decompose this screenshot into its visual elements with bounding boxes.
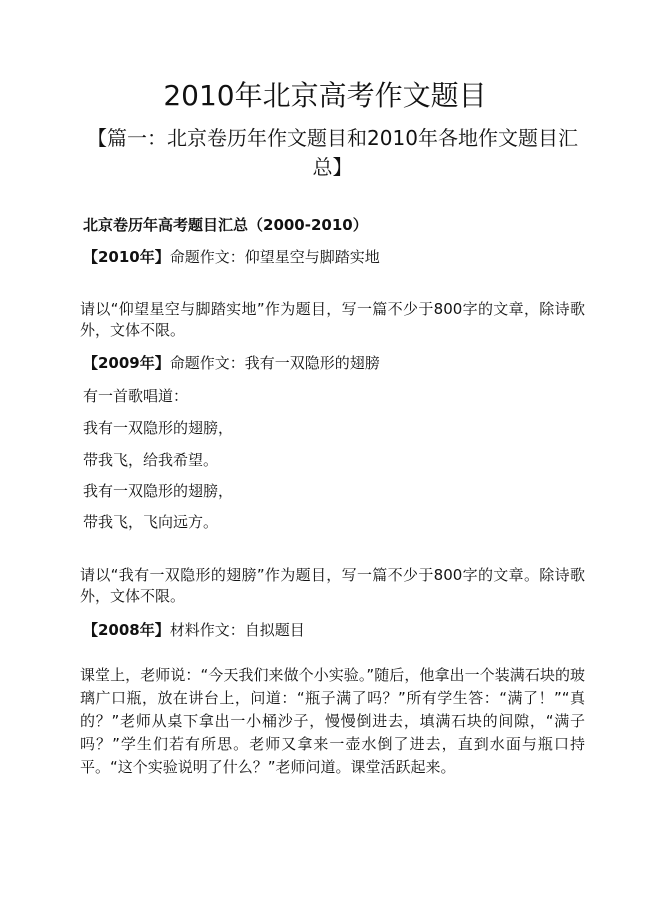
lyric-line: 我有一双隐形的翅膀，: [83, 482, 234, 500]
lyric-line: 带我飞，给我希望。: [83, 451, 219, 469]
year-tag-2008: 【2008年】: [83, 621, 170, 639]
document-subtitle: 【篇一：北京卷历年作文题目和2010年各地作文题目汇总】: [87, 126, 578, 179]
heading-text-2010: 命题作文：仰望星空与脚踏实地: [169, 248, 380, 266]
heading-text-2009: 命题作文：我有一双隐形的翅膀: [169, 354, 380, 372]
section-heading-2010: [83, 247, 380, 267]
document-title: 2010年北京高考作文题目: [163, 79, 487, 112]
section-heading-2009: [83, 353, 380, 373]
summary-heading: 北京卷历年高考题目汇总（2000-2010）: [83, 216, 368, 234]
year-tag-2010: 【2010年】: [83, 248, 170, 266]
material-2008: 课堂上，老师说：“今天我们来做个小实验。”随后，他拿出一个装满石块的玻璃广口瓶，放在讲台上，问道：“瓶子满了吗？”所有学生答：“满了！”“真的？”老师从桌下拿出一小桶沙子，慢慢倒进去，填满石块的间隙，“满子吗？”学生们若有所思。老师又拿来一壶水倒了进去，直到水面与瓶口持平。“这个实验说明了什么？”老师问道。课堂活跃起来。: [80, 666, 585, 776]
year-tag-2009: 【2009年】: [83, 354, 170, 372]
lyric-line: 有一首歌唱道：: [83, 387, 189, 405]
prompt-2010: 请以“仰望星空与脚踏实地”作为题目，写一篇不少于800字的文章，除诗歌外，文体不限。: [80, 300, 585, 339]
lyric-line: 我有一双隐形的翅膀，: [83, 419, 234, 437]
prompt-2009: 请以“我有一双隐形的翅膀”作为题目，写一篇不少于800字的文章。除诗歌外，文体不限。: [80, 566, 585, 605]
heading-text-2008: 材料作文：自拟题目: [169, 621, 305, 639]
lyric-line: 带我飞，飞向远方。: [83, 513, 219, 531]
section-heading-2008: [83, 620, 305, 640]
